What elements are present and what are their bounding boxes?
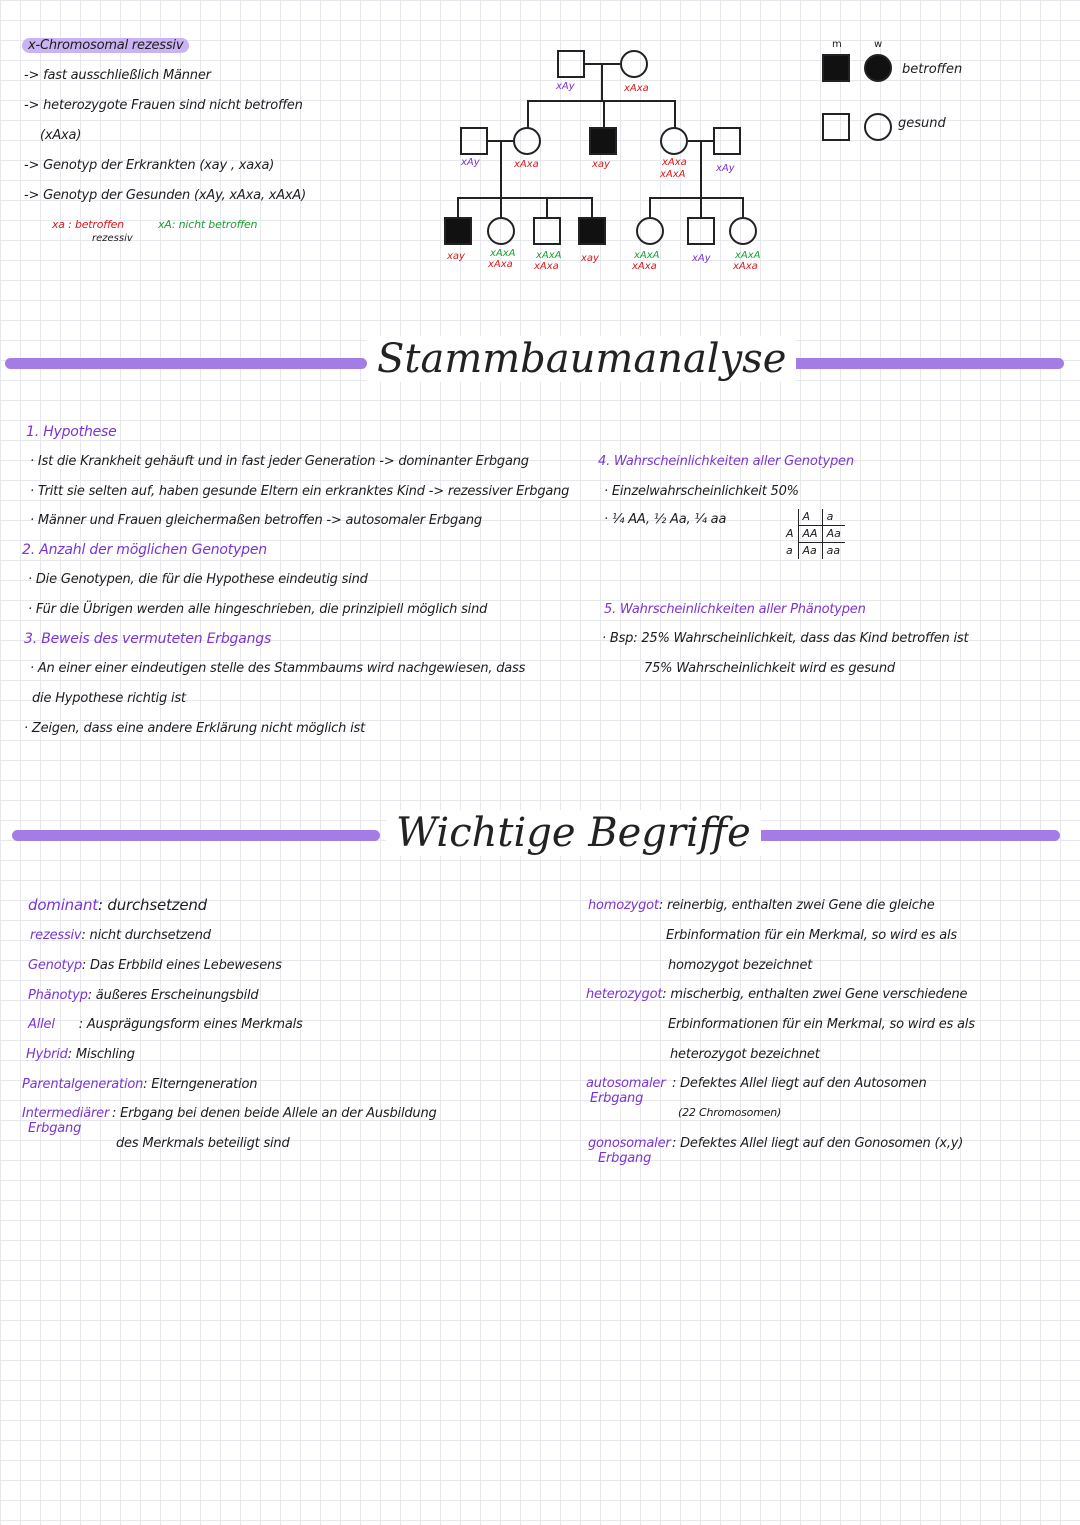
legend-affected-male-symbol — [822, 54, 850, 82]
gen2-male-2 — [713, 127, 741, 155]
legend-healthy-label: gesund — [898, 116, 946, 131]
gen2-male-1 — [460, 127, 488, 155]
gen2-genotype-5: xAxA — [660, 169, 686, 180]
section2-banner-left — [12, 830, 380, 841]
gen3-genotype-10: xAxA — [735, 250, 761, 261]
wahrsch-geno-title: 4. Wahrscheinlichkeiten aller Genotypen — [598, 454, 854, 469]
autosomal-def-1: : Defektes Allel liegt auf den Autosomen — [672, 1076, 927, 1091]
gen1-father-symbol — [557, 50, 585, 78]
gen3-genotype-7: xAxA — [634, 250, 660, 261]
gen2-genotype-3: xay — [592, 159, 610, 170]
gen1-mother-symbol — [620, 50, 648, 78]
hypothese-line-2: · Tritt sie selten auf, haben gesunde Eltern ein erkranktes Kind -> rezessiver Erbgang — [30, 484, 570, 499]
gen3-genotype-1: xay — [447, 251, 465, 262]
heterozygot-line-2: Erbinformationen für ein Merkmal, so wird es als — [668, 1017, 975, 1032]
gen2-affected-male — [589, 127, 617, 155]
gen2-genotype-4: xAxa — [662, 157, 687, 168]
gen3-genotype-2: xAxA — [490, 248, 516, 259]
gen3-male-2 — [687, 217, 715, 245]
key-affected: xa : betroffen — [52, 218, 124, 231]
xchrom-line-2: -> heterozygote Frauen sind nicht betroffen — [24, 98, 303, 113]
begriff-phaenotyp: Phänotyp: äußeres Erscheinungsbild — [28, 988, 259, 1003]
beweis-line-2: die Hypothese richtig ist — [32, 691, 186, 706]
wahrsch-geno-line-1: · Einzelwahrscheinlichkeit 50% — [604, 484, 799, 499]
beweis-title: 3. Beweis des vermuteten Erbgangs — [24, 631, 272, 647]
key-healthy: xA: nicht betroffen — [158, 218, 258, 231]
gen3-genotype-5: xAxa — [534, 261, 559, 272]
wahrsch-geno-line-2: · ¼ AA, ½ Aa, ¼ aa — [604, 512, 727, 527]
legend-female-label: w — [874, 39, 883, 50]
begriff-allel: Allel : Ausprägungsform eines Merkmals — [28, 1017, 303, 1032]
gonosomal-def: : Defektes Allel liegt auf den Gonosomen (x,y) — [672, 1136, 964, 1151]
gen3-female-3 — [729, 217, 757, 245]
intermediaer-term-2: Erbgang — [28, 1121, 82, 1136]
xchrom-line-5: -> Genotyp der Gesunden (xAy, xAxa, xAxA) — [24, 188, 306, 203]
gen2-genotype-6: xAy — [716, 163, 735, 174]
intermediaer-term-1: Intermediärer — [22, 1106, 110, 1121]
xchrom-line-4: -> Genotyp der Erkrankten (xay , xaxa) — [24, 158, 275, 173]
hypothese-line-3: · Männer und Frauen gleichermaßen betroffen -> autosomaler Erbgang — [30, 513, 482, 528]
gen3-genotype-4: xAxA — [536, 250, 562, 261]
wahrsch-pheno-title: 5. Wahrscheinlichkeiten aller Phänotypen — [604, 602, 866, 617]
key-recessive: rezessiv — [92, 233, 133, 244]
beweis-line-1: · An einer einer eindeutigen stelle des Stammbaums wird nachgewiesen, dass — [30, 661, 526, 676]
legend-healthy-female-symbol — [864, 113, 892, 141]
gen3-genotype-9: xAy — [692, 253, 711, 264]
gen2-female-1 — [513, 127, 541, 155]
legend-affected-label: betroffen — [902, 62, 963, 77]
wahrsch-pheno-line-1: · Bsp: 25% Wahrscheinlichkeit, dass das Kind betroffen ist — [602, 631, 969, 646]
gen3-genotype-3: xAxa — [488, 259, 513, 270]
gen1-mother-genotype: xAxa — [624, 83, 649, 94]
autosomal-term-1: autosomaler — [586, 1076, 666, 1091]
anzahl-line-2: · Für die Übrigen werden alle hingeschrieben, die prinzipiell möglich sind — [28, 602, 488, 617]
punnett-square: A a A AA Aa a Aa aa — [782, 509, 845, 559]
gen2-genotype-2: xAxa — [514, 159, 539, 170]
gen3-genotype-6: xay — [581, 253, 599, 264]
homozygot-line-2: Erbinformation für ein Merkmal, so wird es als — [666, 928, 957, 943]
autosomal-term-2: Erbgang — [590, 1091, 644, 1106]
gonosomal-term-2: Erbgang — [598, 1151, 652, 1166]
intermediaer-def-1: : Erbgang bei denen beide Allele an der Ausbildung — [112, 1106, 437, 1121]
begriff-dominant: dominant: durchsetzend — [28, 896, 207, 914]
gonosomal-term-1: gonosomaler — [588, 1136, 671, 1151]
gen3-affected-male-1 — [444, 217, 472, 245]
xchrom-line-3: (xAxa) — [40, 128, 82, 143]
legend-healthy-male-symbol — [822, 113, 850, 141]
anzahl-line-1: · Die Genotypen, die für die Hypothese eindeutig sind — [28, 572, 368, 587]
section2-heading: Wichtige Begriffe — [386, 810, 761, 856]
hypothese-line-1: · Ist die Krankheit gehäuft und in fast jeder Generation -> dominanter Erbgang — [30, 454, 529, 469]
begriff-rezessiv: rezessiv: nicht durchsetzend — [30, 928, 211, 943]
begriff-genotyp: Genotyp: Das Erbbild eines Lebewesens — [28, 958, 282, 973]
beweis-line-3: · Zeigen, dass eine andere Erklärung nicht möglich ist — [24, 721, 365, 736]
heterozygot-line-3: heterozygot bezeichnet — [670, 1047, 820, 1062]
xchrom-line-1: -> fast ausschließlich Männer — [24, 68, 211, 83]
gen3-male-1 — [533, 217, 561, 245]
gen3-female-1 — [487, 217, 515, 245]
gen3-genotype-8: xAxa — [632, 261, 657, 272]
legend-male-label: m — [832, 39, 842, 50]
begriff-hybrid: Hybrid: Mischling — [26, 1047, 135, 1062]
anzahl-title: 2. Anzahl der möglichen Genotypen — [22, 542, 267, 558]
homozygot-line-3: homozygot bezeichnet — [668, 958, 813, 973]
gen3-genotype-11: xAxa — [733, 261, 758, 272]
gen1-father-genotype: xAy — [556, 81, 575, 92]
wahrsch-pheno-line-2: 75% Wahrscheinlichkeit wird es gesund — [644, 661, 895, 676]
hypothese-title: 1. Hypothese — [26, 424, 117, 440]
gen3-female-2 — [636, 217, 664, 245]
begriff-homozygot: homozygot: reinerbig, enthalten zwei Gene die gleiche — [588, 898, 935, 913]
begriff-parentalgeneration: Parentalgeneration: Elterngeneration — [22, 1077, 258, 1092]
gen3-affected-male-2 — [578, 217, 606, 245]
section1-heading: Stammbaumanalyse — [367, 336, 796, 382]
gen2-genotype-1: xAy — [461, 157, 480, 168]
section1-banner-left — [5, 358, 367, 369]
begriff-heterozygot: heterozygot: mischerbig, enthalten zwei Gene verschiedene — [586, 987, 968, 1002]
intermediaer-def-2: des Merkmals beteiligt sind — [116, 1136, 290, 1151]
legend-affected-female-symbol — [864, 54, 892, 82]
xchrom-title: x-Chromosomal rezessiv — [22, 38, 189, 53]
autosomal-def-2: (22 Chromosomen) — [678, 1106, 782, 1119]
gen2-female-2 — [660, 127, 688, 155]
